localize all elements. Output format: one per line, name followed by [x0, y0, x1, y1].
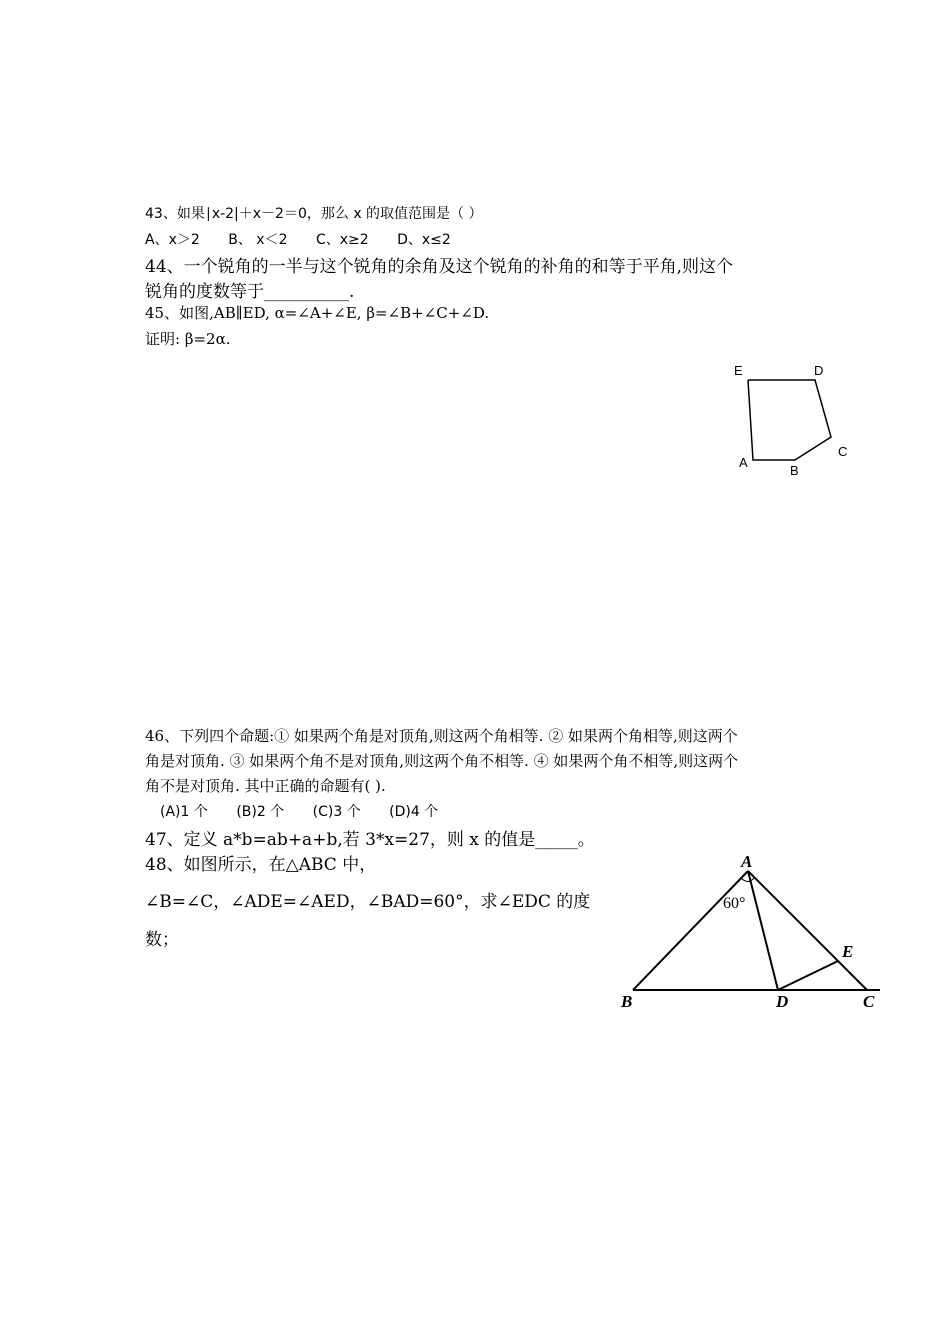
q46-option-d: (D)4 个	[389, 804, 439, 820]
label-e: E	[842, 942, 854, 961]
label-e: E	[734, 363, 743, 378]
segment-ad	[748, 871, 778, 990]
q47-line-1: 47、定义 a*b=ab+a+b,若 3*x=27，则 x 的值是_____。	[145, 830, 595, 850]
q43-option-a: A、x＞2	[145, 232, 200, 248]
q44-line-2: 锐角的度数等于__________.	[145, 282, 355, 302]
label-b: B	[790, 463, 799, 478]
q43-option-d: D、x≤2	[397, 232, 451, 248]
q45-line-1: 45、如图,AB∥ED, α=∠A+∠E, β=∠B+∠C+∠D.	[145, 304, 490, 322]
q43-options	[145, 229, 475, 249]
label-c: C	[838, 444, 848, 459]
label-a: A	[739, 455, 748, 470]
q46-options	[160, 801, 462, 821]
q46-option-a: (A)1 个	[160, 804, 208, 820]
angle-arc	[741, 878, 754, 882]
q46-line-1: 46、下列四个命题:① 如果两个角是对顶角,则这两个角相等. ② 如果两个角相等,则这两个	[145, 727, 738, 745]
side-ac	[748, 871, 867, 990]
label-d: D	[776, 992, 789, 1011]
label-a: A	[741, 852, 753, 871]
label-c: C	[863, 992, 875, 1011]
q46-option-b: (B)2 个	[236, 804, 285, 820]
q48-line-2: ∠B=∠C，∠ADE=∠AED，∠BAD=60°，求∠EDC 的度	[145, 892, 591, 912]
q45-line-2: 证明: β=2α.	[145, 330, 231, 348]
q45-figure	[725, 355, 860, 485]
q48-line-1: 48、如图所示，在△ABC 中，	[145, 855, 377, 875]
q43-option-b: B、 x＜2	[228, 232, 288, 248]
q43-option-c: C、x≥2	[315, 232, 369, 248]
q43-stem: 43、如果∣x-2|＋x－2＝0，那么 x 的取值范围是（ ）	[145, 206, 483, 222]
label-d: D	[814, 363, 824, 378]
side-ab	[633, 871, 748, 990]
q48-figure	[615, 845, 895, 1015]
pentagon-shape	[748, 380, 831, 460]
angle-label: 60°	[723, 895, 746, 912]
q44-line-1: 44、一个锐角的一半与这个锐角的余角及这个锐角的补角的和等于平角,则这个	[145, 257, 734, 277]
q48-line-3: 数；	[145, 930, 179, 950]
q46-line-3: 角不是对顶角. 其中正确的命题有( ).	[145, 777, 386, 795]
segment-de	[778, 961, 838, 990]
label-b: B	[621, 992, 633, 1011]
q46-option-c: (C)3 个	[312, 804, 361, 820]
q46-line-2: 角是对顶角. ③ 如果两个角不是对顶角,则这两个角不相等. ④ 如果两个角不相等,则这两个	[145, 752, 739, 770]
